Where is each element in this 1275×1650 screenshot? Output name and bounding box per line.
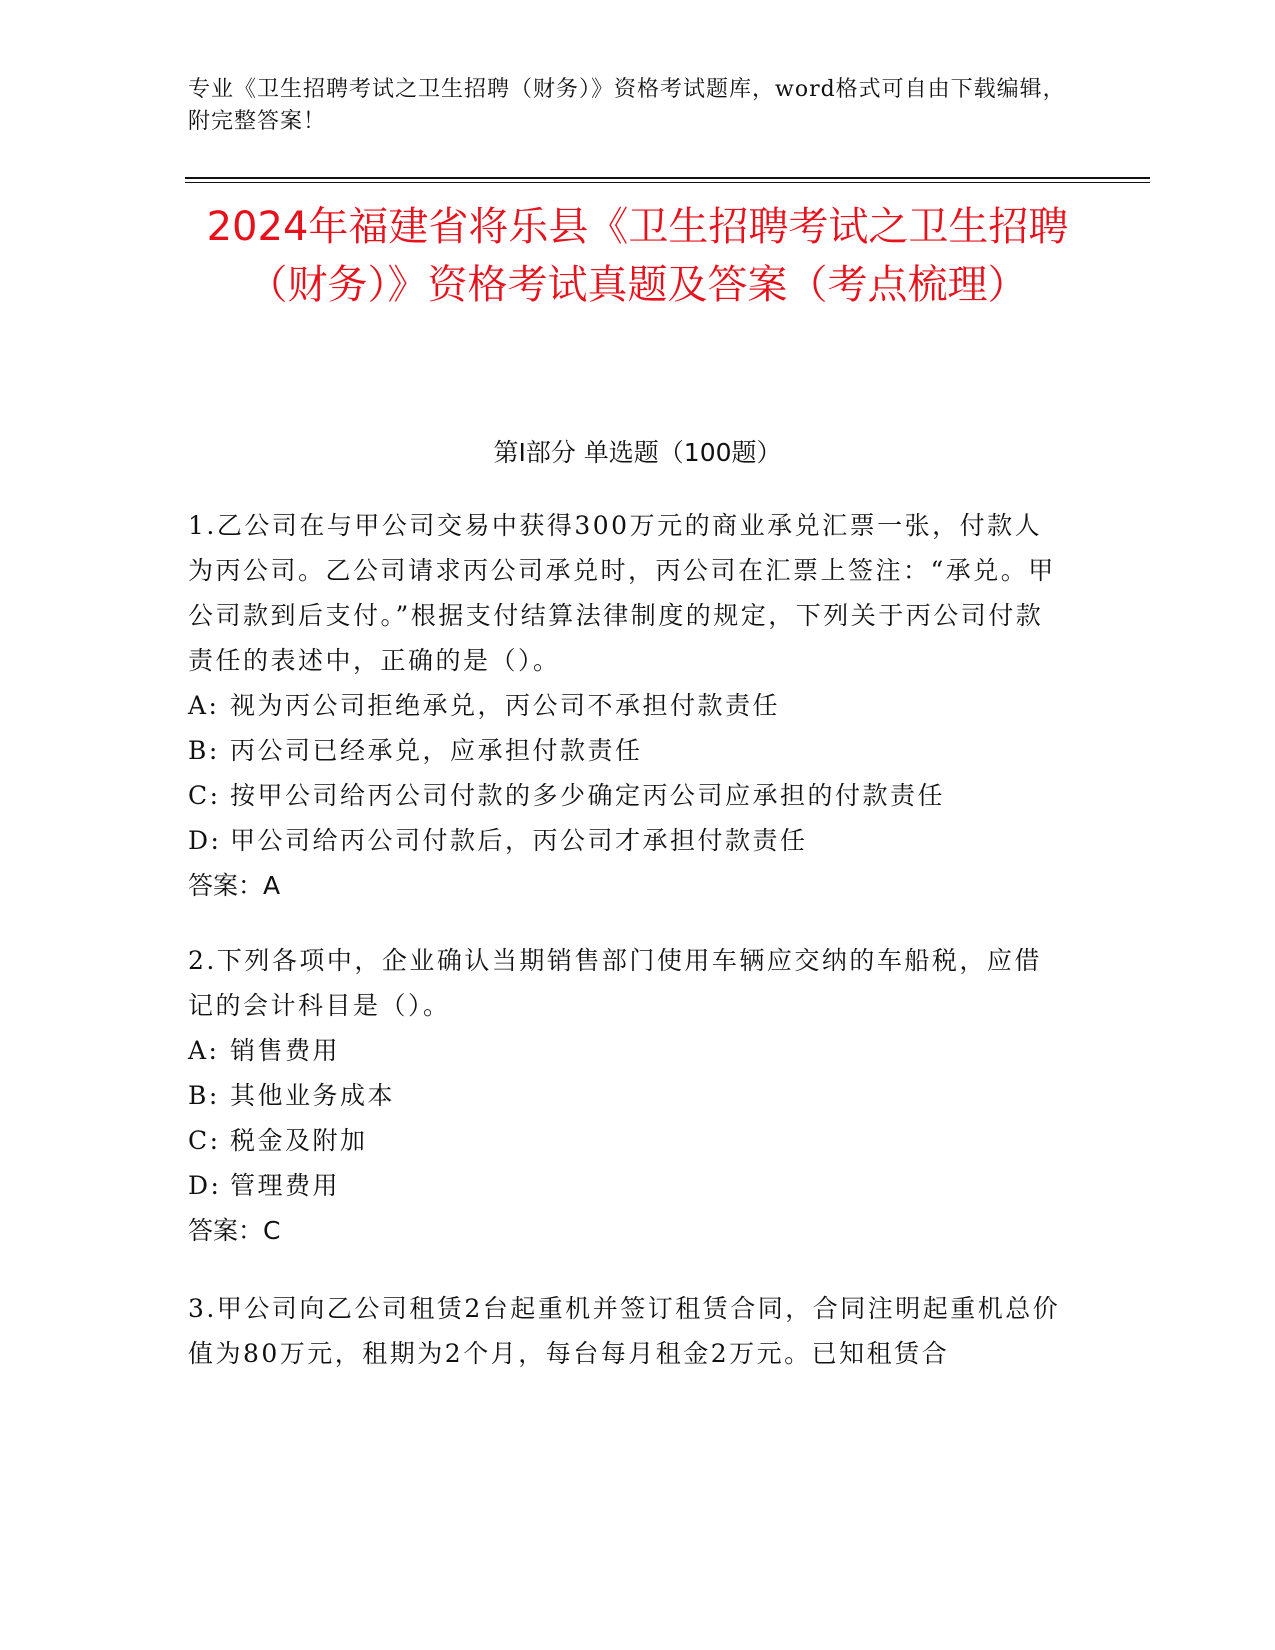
answer: 答案：A (188, 871, 281, 900)
option-key: B: (188, 736, 220, 765)
option-text: 甲公司给丙公司付款后，丙公司才承担付款责任 (230, 826, 808, 855)
option-text: 税金及附加 (230, 1126, 368, 1155)
option-d (188, 818, 1068, 863)
option-a (188, 683, 1068, 728)
option-text: 视为丙公司拒绝承兑，丙公司不承担付款责任 (230, 691, 781, 720)
header-divider-thick (185, 177, 1150, 179)
option-c (188, 773, 1068, 818)
option-d (188, 1163, 1068, 1208)
option-key: C: (188, 781, 221, 810)
document-title: 2024年福建省将乐县《卫生招聘考试之卫生招聘（财务）》资格考试真题及答案（考点梳理） (206, 204, 1069, 308)
question-stem: 2.下列各项中，企业确认当期销售部门使用车辆应交纳的车船税，应借记的会计科目是（）。 (188, 946, 1042, 1020)
question-stem: 1.乙公司在与甲公司交易中获得300万元的商业承兑汇票一张，付款人为丙公司。乙公司请求丙公司承兑时，丙公司在汇票上签注：“承兑。甲公司款到后支付。”根据支付结算法律制度的规定，下列关于丙公司付款责任的表述中，正确的是（）。 (188, 511, 1056, 675)
answer: 答案：C (188, 1216, 281, 1245)
option-text: 丙公司已经承兑，应承担付款责任 (230, 736, 643, 765)
option-b (188, 1073, 1068, 1118)
question-1 (188, 503, 1068, 908)
header-divider-thin (185, 182, 1150, 183)
question-stem: 3.甲公司向乙公司租赁2台起重机并签订租赁合同，合同注明起重机总价值为80万元，租期为2个月，每台每月租金2万元。已知租赁合 (188, 1294, 1061, 1368)
section-heading: 第Ⅰ部分 单选题（100题） (493, 438, 782, 467)
header-note: 专业《卫生招聘考试之卫生招聘（财务）》资格考试题库，word格式可自由下载编辑，附完整答案！ (188, 77, 1066, 134)
option-text: 管理费用 (230, 1171, 341, 1200)
option-key: D: (188, 826, 222, 855)
option-key: A: (188, 691, 220, 720)
option-text: 按甲公司给丙公司付款的多少确定丙公司应承担的付款责任 (230, 781, 946, 810)
option-a (188, 1028, 1068, 1073)
option-key: A: (188, 1036, 220, 1065)
option-key: B: (188, 1081, 220, 1110)
option-key: D: (188, 1171, 222, 1200)
question-3 (188, 1286, 1068, 1376)
question-2 (188, 938, 1068, 1253)
option-b (188, 728, 1068, 773)
option-key: C: (188, 1126, 221, 1155)
option-text: 其他业务成本 (230, 1081, 396, 1110)
option-c (188, 1118, 1068, 1163)
option-text: 销售费用 (230, 1036, 341, 1065)
